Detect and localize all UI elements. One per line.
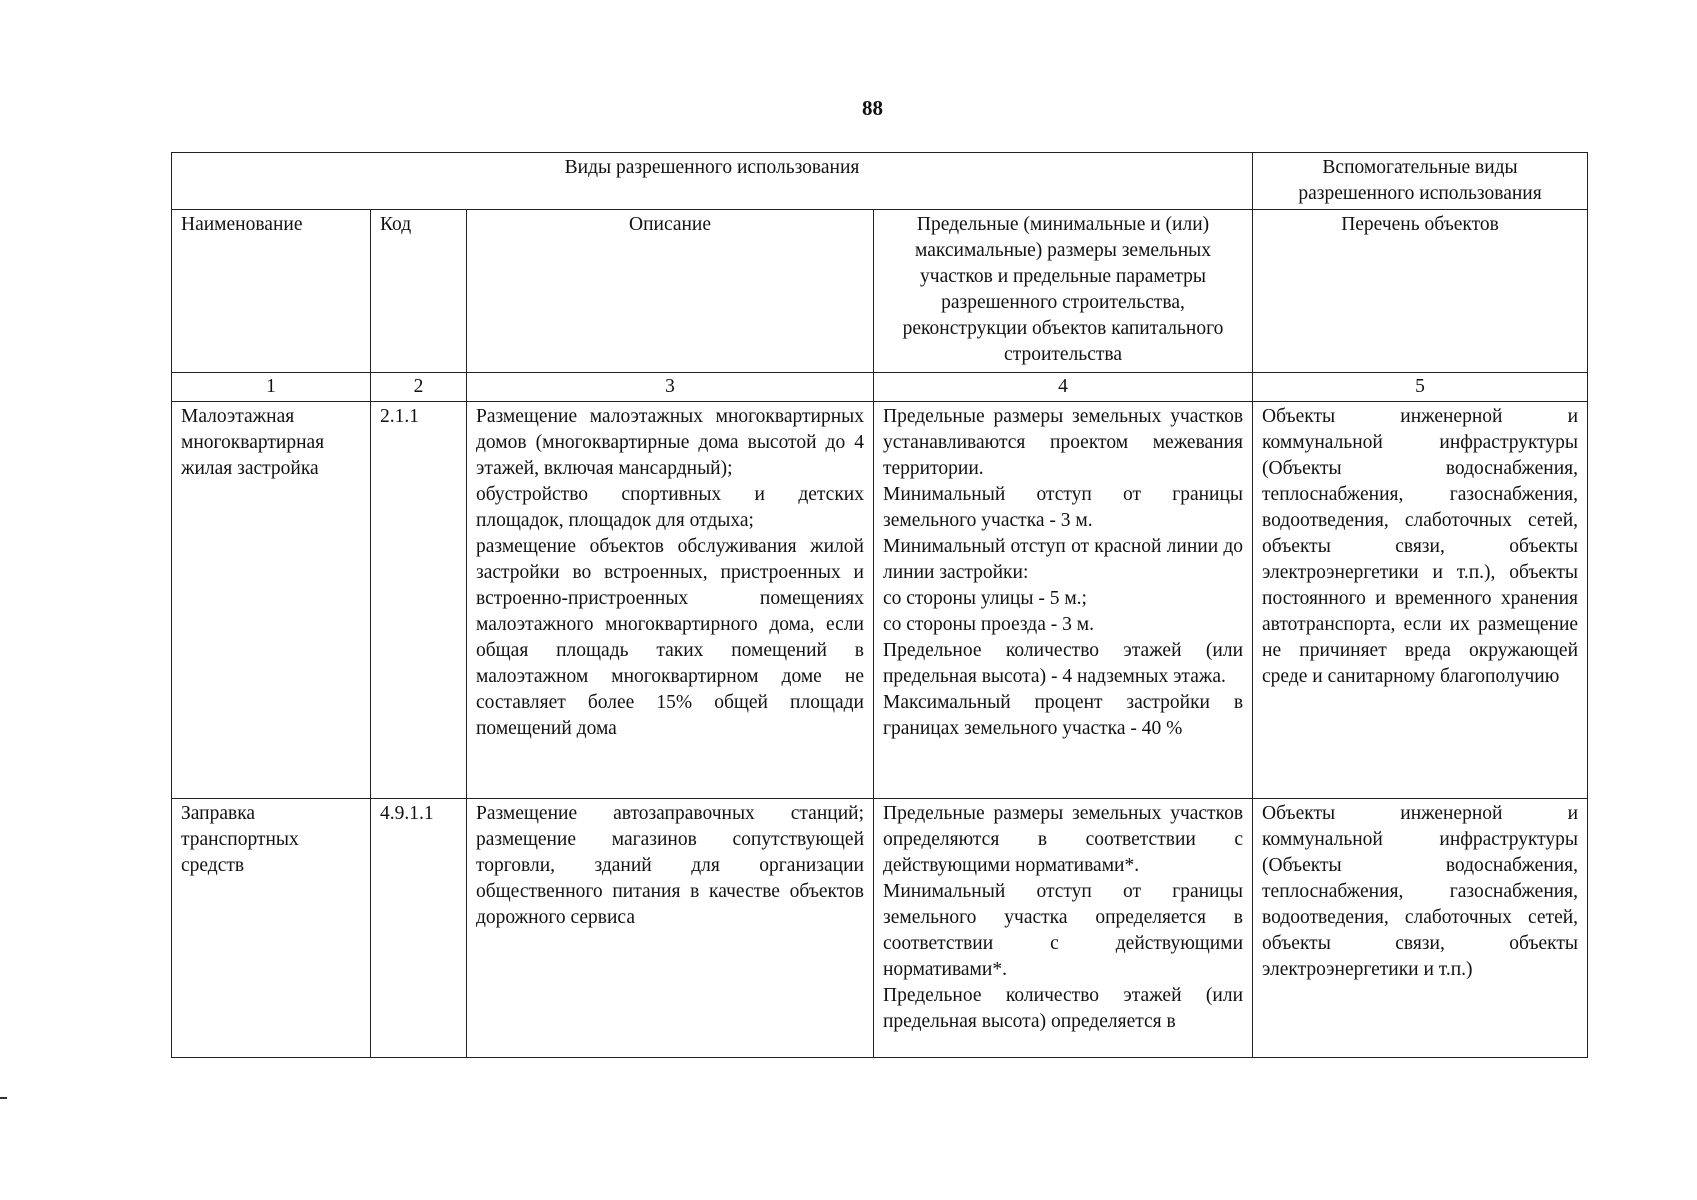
limits-paragraph: Предельное количество этажей (или предельная высота) определяется в (883, 985, 1244, 1032)
limits-paragraph: Предельные размеры земельных участков определяются в соответствии с действующими нормативами*. (883, 803, 1244, 876)
description-paragraph: размещение объектов обслуживания жилой застройки во встроенных, пристроенных и встроенно-пристроенных помещениях малоэтажного многоквартирного дома, если общая площадь таких помещений в малоэтажном многоквартирном доме не составляет более 15% общей площади помещений дома (476, 536, 864, 739)
limits-paragraph: Максимальный процент застройки в границах земельного участка - 40 % (883, 692, 1244, 739)
column-header-code: Код (371, 210, 467, 373)
row-name-cell: Малоэтажная многоквартирная жилая застройка (172, 402, 371, 799)
table-row (172, 799, 1588, 1058)
column-header-limits: Предельные (минимальные и (или) максимальные) размеры земельных участков и предельные параметры разрешенного строительства, реконструкции объектов капитального строительства (874, 210, 1253, 373)
limits-paragraph: со стороны проезда - 3 м. (883, 614, 1094, 635)
limits-paragraph: Минимальный отступ от границы земельного участка - 3 м. (883, 484, 1244, 531)
group-header-permitted-uses: Виды разрешенного использования (172, 153, 1253, 210)
limits-paragraph: Предельные размеры земельных участков устанавливаются проектом межевания территории. (883, 406, 1244, 479)
column-number: 4 (874, 373, 1253, 402)
row-limits-cell (874, 402, 1253, 799)
limits-paragraph: Минимальный отступ от границы земельного участка определяется в соответствии с действующими нормативами*. (883, 881, 1244, 980)
column-header-description: Описание (467, 210, 874, 373)
description-paragraph: Размещение малоэтажных многоквартирных домов (многоквартирные дома высотой до 4 этажей, включая мансардный); (476, 406, 864, 479)
row-objects-cell: Объекты инженерной и коммунальной инфраструктуры (Объекты водоснабжения, теплоснабжения, газоснабжения, водоотведения, слаботочных сетей, объекты связи, объекты электроэнергетики и т.п.), объекты постоянного и временного хранения автотранспорта, если их размещение не причиняет вреда окружающей среде и санитарному благополучию (1253, 402, 1588, 799)
column-header-objects: Перечень объектов (1253, 210, 1588, 373)
row-code-cell: 4.9.1.1 (371, 799, 467, 1058)
table-column-header-row (172, 210, 1588, 373)
row-objects-cell: Объекты инженерной и коммунальной инфраструктуры (Объекты водоснабжения, теплоснабжения, газоснабжения, водоотведения, слаботочных сетей, объекты связи, объекты электроэнергетики и т.п.) (1253, 799, 1588, 1058)
column-number: 2 (371, 373, 467, 402)
column-number: 3 (467, 373, 874, 402)
land-use-table (171, 152, 1588, 1058)
row-description-cell (467, 402, 874, 799)
limits-paragraph: со стороны улицы - 5 м.; (883, 588, 1087, 609)
description-paragraph: обустройство спортивных и детских площадок, площадок для отдыха; (476, 484, 864, 531)
description-paragraph: Размещение автозаправочных станций; размещение магазинов сопутствующей торговли, зданий для организации общественного питания в качестве объектов дорожного сервиса (476, 803, 864, 928)
row-description-cell (467, 799, 874, 1058)
row-name-cell: Заправка транспортных средств (172, 799, 371, 1058)
group-header-auxiliary-uses: Вспомогательные виды разрешенного использования (1253, 153, 1588, 210)
column-number: 5 (1253, 373, 1588, 402)
column-number: 1 (172, 373, 371, 402)
row-code-cell: 2.1.1 (371, 402, 467, 799)
table-row (172, 402, 1588, 799)
row-limits-cell (874, 799, 1253, 1058)
table-group-header-row (172, 153, 1588, 210)
table-column-numbers-row (172, 373, 1588, 402)
page-number: 88 (862, 96, 883, 120)
margin-mark (0, 1097, 7, 1099)
limits-paragraph: Минимальный отступ от красной линии до линии застройки: (883, 536, 1244, 583)
column-header-name: Наименование (172, 210, 371, 373)
limits-paragraph: Предельное количество этажей (или предельная высота) - 4 надземных этажа. (883, 640, 1244, 687)
